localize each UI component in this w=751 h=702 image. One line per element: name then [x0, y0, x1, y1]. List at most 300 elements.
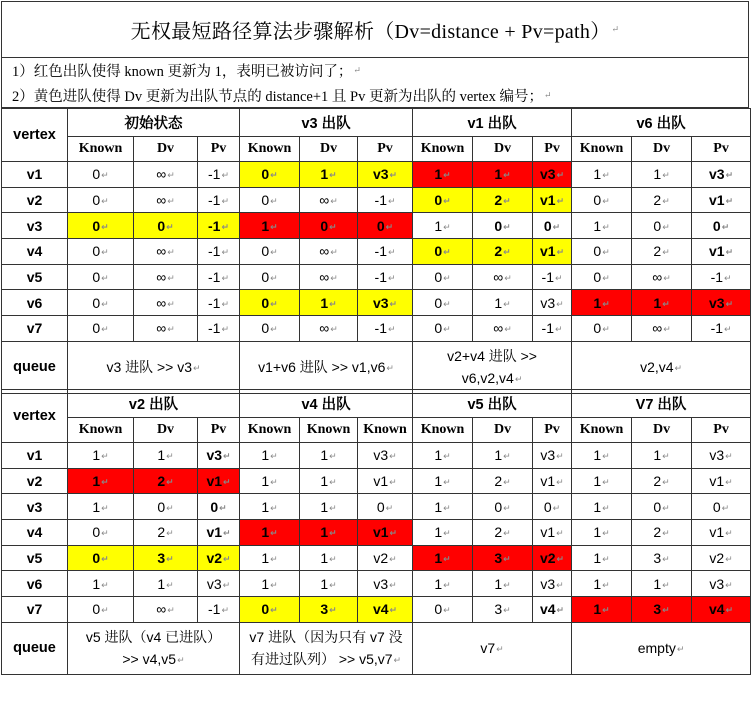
table-cell — [134, 290, 198, 316]
cell-value: v1 — [539, 243, 556, 260]
enqueued-cell — [533, 239, 572, 265]
cell-value: ∞ — [493, 320, 504, 337]
cell-value: 0 — [157, 217, 166, 234]
vertex-label: v1 — [2, 443, 68, 469]
cell-value: v3 — [372, 294, 389, 311]
paragraph-mark-icon: ↵ — [503, 221, 511, 232]
cell-value: 1 — [157, 447, 166, 464]
cell-value: 0 — [494, 498, 503, 515]
paragraph-mark-icon: ↵ — [167, 324, 175, 335]
cell-value: 0 — [261, 166, 270, 183]
cell-value: 1 — [434, 473, 443, 490]
paragraph-mark-icon: ↵ — [329, 476, 337, 487]
table-cell — [413, 520, 473, 546]
paragraph-mark-icon: ↵ — [496, 643, 504, 654]
table-row — [2, 290, 751, 316]
table-cell — [240, 545, 300, 571]
queue-text: v3 进队 >> v3 — [106, 358, 193, 375]
paragraph-mark-icon: ↵ — [389, 170, 398, 181]
paragraph-mark-icon: ↵ — [221, 247, 230, 258]
vertex-label: v3 — [2, 494, 68, 520]
column-header: Known — [68, 137, 134, 162]
table-row — [2, 597, 751, 623]
paragraph-mark-icon: ↵ — [389, 605, 398, 616]
dequeued-cell — [572, 597, 632, 623]
column-header: Known — [413, 137, 473, 162]
paragraph-mark-icon: ↵ — [101, 298, 109, 309]
table-cell — [692, 213, 751, 239]
cell-value: v3 — [540, 447, 556, 464]
cell-value: 3 — [494, 601, 503, 618]
enqueued-cell — [134, 213, 198, 239]
table-cell — [413, 213, 473, 239]
paragraph-mark-icon: ↵ — [329, 502, 337, 513]
table-cell — [358, 571, 413, 597]
table-cell — [68, 571, 134, 597]
cell-value: ∞ — [156, 294, 167, 311]
enqueued-cell — [300, 597, 358, 623]
paragraph-mark-icon: ↵ — [602, 605, 610, 616]
paragraph-mark-icon: ↵ — [443, 605, 451, 616]
enqueued-cell — [134, 545, 198, 571]
cell-value: 0 — [434, 294, 443, 311]
paragraph-mark-icon: ↵ — [389, 528, 398, 539]
column-header: Pv — [533, 418, 572, 443]
vertex-label: v6 — [2, 571, 68, 597]
paragraph-mark-icon: ↵ — [443, 476, 451, 487]
cell-value: 1 — [157, 575, 166, 592]
cell-value: 0 — [92, 166, 101, 183]
paragraph-mark-icon: ↵ — [602, 221, 610, 232]
table-cell — [473, 316, 533, 342]
paragraph-mark-icon: ↵ — [725, 195, 734, 206]
paragraph-mark-icon: ↵ — [101, 502, 109, 513]
table-cell — [632, 494, 692, 520]
paragraph-mark-icon: ↵ — [725, 170, 734, 181]
paragraph-mark-icon: ↵ — [503, 170, 511, 181]
cell-value: v1 — [372, 524, 389, 541]
cell-value: -1 — [208, 601, 221, 618]
table-cell — [533, 571, 572, 597]
cell-value: v3 — [709, 294, 725, 311]
table-cell — [632, 213, 692, 239]
table-cell — [692, 162, 751, 188]
paragraph-mark-icon: ↵ — [724, 272, 732, 283]
paragraph-mark-icon: ↵ — [329, 528, 337, 539]
paragraph-mark-icon: ↵ — [602, 298, 610, 309]
cell-value: ∞ — [156, 269, 167, 286]
cell-value: v3 — [540, 294, 556, 311]
cell-value: 0 — [653, 498, 662, 515]
paragraph-mark-icon: ↵ — [503, 195, 511, 206]
table-cell — [413, 290, 473, 316]
paragraph-mark-icon: ↵ — [443, 579, 451, 590]
paragraph-mark-icon: ↵ — [270, 502, 278, 513]
cell-value: 0 — [92, 550, 101, 567]
table-cell — [300, 494, 358, 520]
table-cell — [198, 290, 240, 316]
paragraph-mark-icon: ↵ — [662, 528, 670, 539]
paragraph-mark-icon: ↵ — [725, 451, 733, 462]
cell-value: -1 — [541, 320, 554, 337]
paragraph-mark-icon: ↵ — [101, 272, 109, 283]
table-cell — [240, 571, 300, 597]
paragraph-mark-icon: ↵ — [387, 195, 396, 206]
queue-state — [413, 622, 572, 674]
queue-row — [2, 622, 751, 674]
paragraph-mark-icon: ↵ — [167, 298, 175, 309]
paragraph-mark-icon: ↵ — [330, 195, 338, 206]
cell-value: 3 — [653, 550, 662, 567]
paragraph-mark-icon: ↵ — [443, 298, 451, 309]
paragraph-mark-icon: ↵ — [222, 579, 231, 590]
paragraph-mark-icon: ↵ — [330, 324, 338, 335]
dequeued-cell — [473, 545, 533, 571]
paragraph-mark-icon: ↵ — [443, 553, 451, 564]
cell-value: ∞ — [156, 243, 167, 260]
cell-value: 1 — [261, 473, 270, 490]
table-cell — [134, 520, 198, 546]
table-cell — [533, 468, 572, 494]
cell-value: v4 — [708, 601, 725, 618]
cell-value: -1 — [374, 320, 387, 337]
paragraph-mark-icon: ↵ — [662, 605, 670, 616]
vertex-header: vertex — [2, 109, 68, 162]
cell-value: ∞ — [319, 269, 330, 286]
enqueued-cell — [198, 213, 240, 239]
vertex-label: v2 — [2, 468, 68, 494]
paragraph-mark-icon: ↵ — [270, 195, 278, 206]
table-cell — [68, 162, 134, 188]
table-cell — [134, 264, 198, 290]
cell-value: 1 — [320, 294, 329, 311]
cell-value: -1 — [374, 243, 387, 260]
paragraph-mark-icon: ↵ — [556, 195, 565, 206]
table-cell — [692, 520, 751, 546]
cell-value: 2 — [494, 524, 503, 541]
paragraph-mark-icon: ↵ — [270, 553, 278, 564]
cell-value: 1 — [434, 166, 443, 183]
paragraph-mark-icon: ↵ — [219, 502, 227, 513]
table-cell — [358, 187, 413, 213]
table-cell — [134, 162, 198, 188]
table-cell — [533, 264, 572, 290]
cell-value: 1 — [434, 498, 443, 515]
cell-value: 0 — [434, 269, 443, 286]
paragraph-mark-icon: ↵ — [674, 362, 683, 373]
cell-value: v1 — [540, 524, 556, 541]
column-header: Dv — [632, 418, 692, 443]
paragraph-mark-icon: ↵ — [503, 476, 511, 487]
paragraph-mark-icon: ↵ — [329, 221, 337, 232]
queue-label: queue — [2, 622, 68, 674]
paragraph-mark-icon: ↵ — [556, 605, 565, 616]
cell-value: 0 — [434, 601, 443, 618]
paragraph-mark-icon: ↵ — [166, 451, 174, 462]
paragraph-mark-icon: ↵ — [385, 502, 394, 513]
cell-value: 0 — [92, 294, 101, 311]
vertex-label: v7 — [2, 316, 68, 342]
cell-value: 0 — [157, 498, 166, 515]
table-cell — [632, 264, 692, 290]
table-cell — [240, 316, 300, 342]
table-cell — [632, 162, 692, 188]
table-cell — [473, 494, 533, 520]
cell-value: 1 — [593, 575, 602, 592]
queue-state — [240, 341, 413, 393]
paragraph-mark-icon: ↵ — [270, 528, 278, 539]
paragraph-mark-icon: ↵ — [725, 605, 734, 616]
paragraph-mark-icon: ↵ — [270, 170, 278, 181]
paragraph-mark-icon: ↵ — [602, 579, 610, 590]
cell-value: 1 — [593, 601, 602, 618]
table-cell — [300, 264, 358, 290]
table-cell — [692, 468, 751, 494]
vertex-label: v4 — [2, 239, 68, 265]
paragraph-mark-icon: ↵ — [503, 528, 511, 539]
paragraph-mark-icon: ↵ — [353, 65, 361, 75]
paragraph-mark-icon: ↵ — [555, 272, 563, 283]
table-cell — [198, 187, 240, 213]
step-group-title: v6 出队 — [572, 109, 751, 137]
cell-value: 0 — [261, 243, 270, 260]
table-cell — [572, 239, 632, 265]
table-cell — [300, 316, 358, 342]
dequeued-cell — [533, 545, 572, 571]
table-cell — [572, 520, 632, 546]
cell-value: 0 — [712, 498, 721, 515]
vertex-label: v1 — [2, 162, 68, 188]
cell-value: 2 — [157, 473, 166, 490]
table-row — [2, 162, 751, 188]
cell-value: 1 — [92, 447, 101, 464]
queue-state — [240, 622, 413, 674]
step-group-title: v3 出队 — [240, 109, 413, 137]
cell-value: 1 — [593, 447, 602, 464]
cell-value: 1 — [434, 217, 443, 234]
table-cell — [358, 494, 413, 520]
vertex-label: v5 — [2, 264, 68, 290]
column-header-row — [2, 418, 751, 443]
step-group-title: v4 出队 — [240, 390, 413, 418]
cell-value: 1 — [434, 575, 443, 592]
cell-value: ∞ — [156, 320, 167, 337]
cell-value: 1 — [320, 498, 329, 515]
cell-value: -1 — [208, 269, 221, 286]
enqueued-cell — [533, 187, 572, 213]
enqueued-cell — [68, 545, 134, 571]
dequeued-cell — [134, 468, 198, 494]
table-row — [2, 264, 751, 290]
table-cell — [632, 239, 692, 265]
paragraph-mark-icon: ↵ — [503, 451, 511, 462]
dequeued-cell — [413, 545, 473, 571]
table-cell — [300, 468, 358, 494]
paragraph-mark-icon: ↵ — [676, 643, 685, 654]
vertex-label: v4 — [2, 520, 68, 546]
group-header-row — [2, 109, 751, 137]
table-cell — [473, 468, 533, 494]
table-cell — [68, 187, 134, 213]
paragraph-mark-icon: ↵ — [555, 324, 563, 335]
table-cell — [533, 316, 572, 342]
table-cell — [240, 494, 300, 520]
cell-value: 0 — [494, 217, 503, 234]
paragraph-mark-icon: ↵ — [443, 170, 451, 181]
note-text-2: 2）黄色进队使得 Dv 更新为出队节点的 distance+1 且 Pv 更新为出队的 vertex 编号； — [12, 88, 543, 105]
paragraph-mark-icon: ↵ — [166, 221, 174, 232]
paragraph-mark-icon: ↵ — [270, 605, 278, 616]
cell-value: 1 — [92, 498, 101, 515]
dequeued-cell — [632, 597, 692, 623]
paragraph-mark-icon: ↵ — [270, 221, 278, 232]
table-cell — [413, 571, 473, 597]
table-cell — [692, 264, 751, 290]
cell-value: 0 — [92, 243, 101, 260]
cell-value: 1 — [653, 575, 662, 592]
note-line-2 — [1, 83, 749, 108]
paragraph-mark-icon: ↵ — [543, 89, 552, 100]
cell-value: v3 — [372, 166, 389, 183]
paragraph-mark-icon: ↵ — [167, 272, 175, 283]
paragraph-mark-icon: ↵ — [386, 362, 394, 373]
paragraph-mark-icon: ↵ — [556, 579, 564, 590]
paragraph-mark-icon: ↵ — [167, 605, 175, 616]
table-cell — [68, 290, 134, 316]
paragraph-mark-icon: ↵ — [101, 247, 109, 258]
cell-value: 3 — [494, 550, 503, 567]
vertex-header: vertex — [2, 390, 68, 443]
paragraph-mark-icon: ↵ — [556, 451, 564, 462]
table-cell — [300, 187, 358, 213]
paragraph-mark-icon: ↵ — [177, 654, 185, 665]
cell-value: v1 — [709, 243, 725, 260]
paragraph-mark-icon: ↵ — [443, 451, 451, 462]
note-text-1: 1）红色出队使得 known 更新为 1，表明已被访问了； — [12, 64, 353, 80]
table-cell — [632, 468, 692, 494]
dequeued-cell — [300, 520, 358, 546]
cell-value: 1 — [494, 294, 503, 311]
paragraph-mark-icon: ↵ — [556, 528, 564, 539]
cell-value: ∞ — [156, 192, 167, 209]
column-header: Dv — [473, 137, 533, 162]
paragraph-mark-icon: ↵ — [329, 298, 337, 309]
cell-value: 1 — [261, 498, 270, 515]
table-cell — [692, 316, 751, 342]
paragraph-mark-icon: ↵ — [270, 324, 278, 335]
paragraph-mark-icon: ↵ — [330, 247, 338, 258]
column-header: Dv — [300, 137, 358, 162]
cell-value: 1 — [653, 294, 662, 311]
column-header: Pv — [198, 137, 240, 162]
queue-text: v5 进队（v4 已进队） >> v4,v5 — [85, 628, 222, 667]
cell-value: 1 — [261, 217, 270, 234]
paragraph-mark-icon: ↵ — [270, 451, 278, 462]
cell-value: 3 — [320, 601, 329, 618]
paragraph-mark-icon: ↵ — [725, 247, 734, 258]
cell-value: -1 — [541, 269, 554, 286]
paragraph-mark-icon: ↵ — [223, 476, 231, 487]
cell-value: 1 — [261, 524, 270, 541]
paragraph-mark-icon: ↵ — [602, 528, 610, 539]
cell-value: 2 — [494, 243, 503, 260]
paragraph-mark-icon: ↵ — [270, 247, 278, 258]
enqueued-cell — [358, 162, 413, 188]
column-header: Pv — [198, 418, 240, 443]
cell-value: 1 — [653, 447, 662, 464]
enqueued-cell — [240, 597, 300, 623]
table-cell — [198, 494, 240, 520]
cell-value: 0 — [261, 192, 270, 209]
enqueued-cell — [358, 290, 413, 316]
queue-text: v1+v6 进队 >> v1,v6 — [258, 358, 386, 375]
cell-value: 0 — [543, 498, 552, 515]
cell-value: 2 — [157, 524, 166, 541]
queue-state — [572, 622, 751, 674]
step-group-title: v5 出队 — [413, 390, 572, 418]
dequeued-cell — [572, 290, 632, 316]
paragraph-mark-icon: ↵ — [504, 324, 512, 335]
note-line-1 — [1, 58, 749, 83]
paragraph-mark-icon: ↵ — [556, 553, 565, 564]
dequeued-cell — [358, 213, 413, 239]
column-header: Pv — [533, 137, 572, 162]
table-cell — [134, 187, 198, 213]
enqueued-cell — [240, 290, 300, 316]
paragraph-mark-icon: ↵ — [662, 195, 670, 206]
document-title-text: 无权最短路径算法步骤解析（Dv=distance + Pv=path） — [130, 21, 611, 43]
enqueued-cell — [68, 213, 134, 239]
cell-value: 0 — [261, 269, 270, 286]
table-cell — [572, 213, 632, 239]
cell-value: v1 — [206, 473, 223, 490]
column-header: Known — [572, 137, 632, 162]
cell-value: v3 — [373, 447, 389, 464]
cell-value: 2 — [653, 243, 662, 260]
dequeued-cell — [413, 162, 473, 188]
vertex-label: v6 — [2, 290, 68, 316]
cell-value: v1 — [373, 473, 389, 490]
table-cell — [134, 443, 198, 469]
paragraph-mark-icon: ↵ — [503, 553, 511, 564]
dequeued-cell — [198, 468, 240, 494]
enqueued-cell — [198, 545, 240, 571]
paragraph-mark-icon: ↵ — [193, 362, 201, 373]
table-cell — [692, 239, 751, 265]
column-header: Known — [240, 418, 300, 443]
cell-value: v2 — [539, 550, 556, 567]
paragraph-mark-icon: ↵ — [101, 170, 109, 181]
dequeued-cell — [358, 520, 413, 546]
table-cell — [68, 597, 134, 623]
table-cell — [68, 316, 134, 342]
table-cell — [632, 187, 692, 213]
paragraph-mark-icon: ↵ — [387, 272, 396, 283]
paragraph-mark-icon: ↵ — [662, 221, 670, 232]
cell-value: 0 — [261, 601, 270, 618]
table-cell — [300, 571, 358, 597]
table-cell — [358, 239, 413, 265]
cell-value: v2 — [373, 550, 389, 567]
cell-value: ∞ — [652, 269, 663, 286]
cell-value: 1 — [434, 524, 443, 541]
table-cell — [572, 316, 632, 342]
cell-value: ∞ — [652, 320, 663, 337]
queue-text: empty — [637, 639, 676, 656]
paragraph-mark-icon: ↵ — [662, 170, 670, 181]
enqueued-cell — [358, 597, 413, 623]
table-cell — [572, 545, 632, 571]
